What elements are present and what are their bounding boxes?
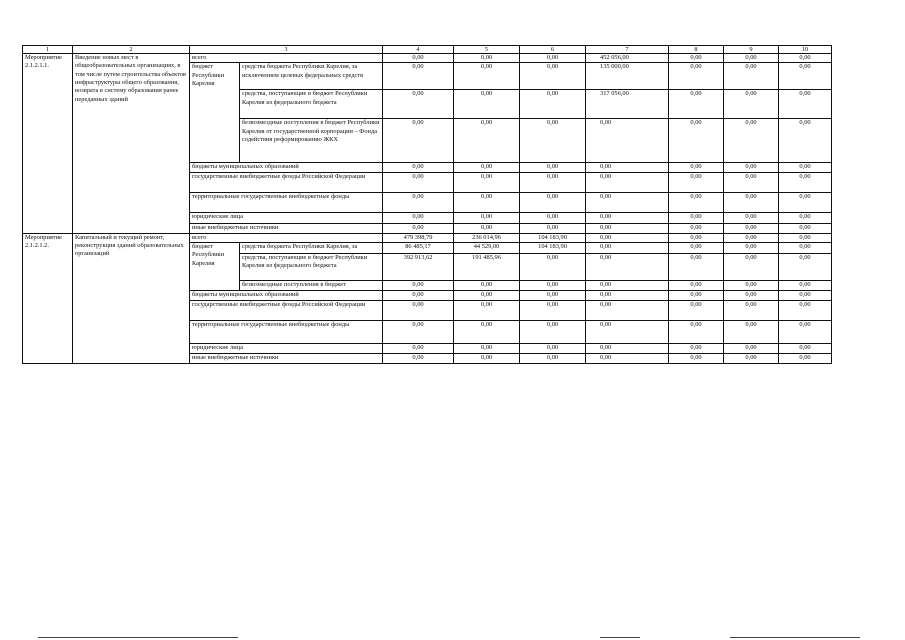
value-cell: 0,00 — [520, 300, 586, 320]
value-cell: 0,00 — [724, 224, 779, 233]
source-label-cell: территориальные государственные внебюджетные фонды — [190, 320, 383, 343]
source-label-cell: государственные внебюджетные фонды Российской Федерации — [190, 300, 383, 320]
value-cell: 0,00 — [669, 54, 724, 63]
value-cell: 0,00 — [669, 63, 724, 90]
value-cell: 0,00 — [454, 280, 520, 290]
value-cell: 0,00 — [779, 213, 832, 224]
value-cell: 392 913,62 — [383, 253, 454, 280]
value-cell: 0,00 — [586, 213, 669, 224]
source-label-cell: средства бюджета Республики Карелия, за — [240, 242, 383, 253]
value-cell: 0,00 — [669, 90, 724, 119]
value-cell: 0,00 — [520, 253, 586, 280]
value-cell: 104 183,90 — [520, 233, 586, 242]
value-cell: 0,00 — [383, 173, 454, 193]
value-cell: 0,00 — [669, 173, 724, 193]
source-label-cell: иные внебюджетные источники — [190, 224, 383, 233]
value-cell: 0,00 — [586, 163, 669, 173]
value-cell: 0,00 — [724, 253, 779, 280]
value-cell: 0,00 — [669, 300, 724, 320]
value-cell: 0,00 — [669, 320, 724, 343]
value-cell: 0,00 — [779, 233, 832, 242]
event-label-cell: Мероприятие 2.1.2.1.2. — [23, 233, 73, 363]
value-cell: 0,00 — [586, 300, 669, 320]
source-label-cell: иные внебюджетные источники — [190, 353, 383, 363]
value-cell: 0,00 — [724, 163, 779, 173]
source-label-cell: территориальные государственные внебюджетные фонды — [190, 193, 383, 213]
value-cell: 0,00 — [724, 54, 779, 63]
value-cell: 479 398,79 — [383, 233, 454, 242]
value-cell: 86 485,17 — [383, 242, 454, 253]
value-cell: 0,00 — [669, 253, 724, 280]
value-cell: 0,00 — [724, 320, 779, 343]
header-cell: 8 — [669, 46, 724, 54]
funding-table — [22, 45, 832, 364]
value-cell: 0,00 — [779, 253, 832, 280]
value-cell: 0,00 — [383, 163, 454, 173]
table-row — [23, 233, 832, 242]
value-cell: 0,00 — [669, 290, 724, 300]
page-edge-line — [600, 637, 640, 638]
value-cell: 0,00 — [383, 224, 454, 233]
value-cell: 0,00 — [779, 320, 832, 343]
value-cell: 0,00 — [454, 343, 520, 353]
value-cell: 0,00 — [454, 224, 520, 233]
source-label-cell: юридические лица — [190, 213, 383, 224]
value-cell: 0,00 — [520, 213, 586, 224]
value-cell: 0,00 — [454, 193, 520, 213]
value-cell: 0,00 — [779, 224, 832, 233]
header-cell: 2 — [73, 46, 190, 54]
value-cell: 317 056,00 — [586, 90, 669, 119]
value-cell: 0,00 — [779, 163, 832, 173]
value-cell: 0,00 — [779, 353, 832, 363]
value-cell: 0,00 — [520, 280, 586, 290]
value-cell: 0,00 — [520, 173, 586, 193]
value-cell: 0,00 — [669, 233, 724, 242]
value-cell: 0,00 — [454, 353, 520, 363]
value-cell: 0,00 — [724, 213, 779, 224]
value-cell: 452 056,00 — [586, 54, 669, 63]
value-cell: 0,00 — [669, 224, 724, 233]
value-cell: 0,00 — [383, 193, 454, 213]
event-description-cell: Введение новых мест в общеобразовательных организациях, в том числе путем строительства объектов инфраструктуры общего образования, возврата в систему образования ранее переданных зданий — [73, 54, 190, 234]
value-cell: 0,00 — [779, 173, 832, 193]
value-cell: 0,00 — [383, 343, 454, 353]
value-cell: 0,00 — [779, 54, 832, 63]
value-cell: 0,00 — [454, 63, 520, 90]
value-cell: 0,00 — [383, 353, 454, 363]
value-cell: 0,00 — [520, 90, 586, 119]
value-cell: 0,00 — [520, 343, 586, 353]
value-cell: 0,00 — [779, 90, 832, 119]
source-label-cell: всего — [190, 233, 383, 242]
value-cell: 0,00 — [520, 63, 586, 90]
rk-budget-group-cell: бюджет Республики Карелия — [190, 242, 240, 290]
value-cell: 0,00 — [724, 290, 779, 300]
source-label-cell: безвозмездные поступления в бюджет — [240, 280, 383, 290]
value-cell: 0,00 — [724, 280, 779, 290]
value-cell: 0,00 — [779, 280, 832, 290]
header-cell: 9 — [724, 46, 779, 54]
value-cell: 0,00 — [669, 242, 724, 253]
event-label-cell: Мероприятие 2.1.2.1.1. — [23, 54, 73, 234]
value-cell: 0,00 — [779, 193, 832, 213]
value-cell: 0,00 — [724, 193, 779, 213]
header-cell: 5 — [454, 46, 520, 54]
value-cell: 0,00 — [724, 63, 779, 90]
value-cell: 0,00 — [779, 242, 832, 253]
value-cell: 0,00 — [454, 54, 520, 63]
value-cell: 0,00 — [383, 320, 454, 343]
value-cell: 0,00 — [520, 163, 586, 173]
value-cell: 0,00 — [669, 353, 724, 363]
value-cell: 0,00 — [520, 290, 586, 300]
value-cell: 44 529,00 — [454, 242, 520, 253]
source-label-cell: всего — [190, 54, 383, 63]
value-cell: 0,00 — [454, 320, 520, 343]
value-cell: 0,00 — [383, 300, 454, 320]
value-cell: 0,00 — [669, 163, 724, 173]
value-cell: 236 014,96 — [454, 233, 520, 242]
value-cell: 0,00 — [586, 224, 669, 233]
value-cell: 0,00 — [724, 233, 779, 242]
value-cell: 0,00 — [383, 63, 454, 90]
value-cell: 0,00 — [586, 193, 669, 213]
value-cell: 0,00 — [779, 119, 832, 163]
value-cell: 0,00 — [454, 290, 520, 300]
source-label-cell: юридические лица — [190, 343, 383, 353]
value-cell: 0,00 — [586, 242, 669, 253]
value-cell: 0,00 — [724, 90, 779, 119]
page-edge-line — [730, 637, 860, 638]
value-cell: 0,00 — [586, 173, 669, 193]
header-cell: 6 — [520, 46, 586, 54]
source-label-cell: бюджеты муниципальных образований — [190, 290, 383, 300]
source-label-cell: средства, поступающие в бюджет Республики Карелия из федерального бюджета — [240, 90, 383, 119]
value-cell: 104 183,90 — [520, 242, 586, 253]
value-cell: 0,00 — [454, 119, 520, 163]
value-cell: 0,00 — [724, 119, 779, 163]
value-cell: 0,00 — [779, 63, 832, 90]
value-cell: 0,00 — [586, 119, 669, 163]
header-cell: 7 — [586, 46, 669, 54]
value-cell: 0,00 — [669, 343, 724, 353]
header-row — [23, 46, 832, 54]
value-cell: 0,00 — [586, 343, 669, 353]
value-cell: 0,00 — [383, 213, 454, 224]
value-cell: 0,00 — [520, 320, 586, 343]
source-label-cell: безвозмездные поступления в бюджет Республики Карелия от государственной корпорации – Фонда содействия реформированию ЖКХ — [240, 119, 383, 163]
value-cell: 0,00 — [669, 119, 724, 163]
value-cell: 0,00 — [586, 253, 669, 280]
table-row — [23, 54, 832, 63]
value-cell: 191 485,96 — [454, 253, 520, 280]
value-cell: 0,00 — [669, 213, 724, 224]
header-cell: 10 — [779, 46, 832, 54]
value-cell: 0,00 — [724, 242, 779, 253]
value-cell: 0,00 — [779, 343, 832, 353]
source-label-cell: средства, поступающие в бюджет Республики Карелия из федерального бюджета — [240, 253, 383, 280]
value-cell: 0,00 — [586, 353, 669, 363]
value-cell: 0,00 — [724, 353, 779, 363]
value-cell: 0,00 — [779, 290, 832, 300]
value-cell: 0,00 — [383, 90, 454, 119]
value-cell: 0,00 — [454, 300, 520, 320]
value-cell: 0,00 — [669, 193, 724, 213]
value-cell: 135 000,00 — [586, 63, 669, 90]
value-cell: 0,00 — [520, 119, 586, 163]
value-cell: 0,00 — [383, 290, 454, 300]
header-cell: 4 — [383, 46, 454, 54]
value-cell: 0,00 — [520, 54, 586, 63]
value-cell: 0,00 — [520, 193, 586, 213]
value-cell: 0,00 — [383, 280, 454, 290]
value-cell: 0,00 — [586, 290, 669, 300]
value-cell: 0,00 — [669, 280, 724, 290]
source-label-cell: государственные внебюджетные фонды Российской Федерации — [190, 173, 383, 193]
source-label-cell: бюджеты муниципальных образований — [190, 163, 383, 173]
page-edge-line — [38, 637, 238, 638]
value-cell: 0,00 — [520, 353, 586, 363]
header-cell: 3 — [190, 46, 383, 54]
header-cell: 1 — [23, 46, 73, 54]
value-cell: 0,00 — [383, 119, 454, 163]
value-cell: 0,00 — [724, 343, 779, 353]
value-cell: 0,00 — [520, 224, 586, 233]
event-description-cell: Капитальный и текущий ремонт, реконструкция зданий образовательных организаций — [73, 233, 190, 363]
value-cell: 0,00 — [779, 300, 832, 320]
value-cell: 0,00 — [586, 233, 669, 242]
value-cell: 0,00 — [383, 54, 454, 63]
source-label-cell: средства бюджета Республики Карелия, за исключением целевых федеральных средств — [240, 63, 383, 90]
value-cell: 0,00 — [454, 213, 520, 224]
value-cell: 0,00 — [586, 280, 669, 290]
value-cell: 0,00 — [454, 90, 520, 119]
value-cell: 0,00 — [454, 173, 520, 193]
value-cell: 0,00 — [724, 300, 779, 320]
rk-budget-group-cell: бюджет Республики Карелия — [190, 63, 240, 163]
value-cell: 0,00 — [586, 320, 669, 343]
value-cell: 0,00 — [454, 163, 520, 173]
value-cell: 0,00 — [724, 173, 779, 193]
